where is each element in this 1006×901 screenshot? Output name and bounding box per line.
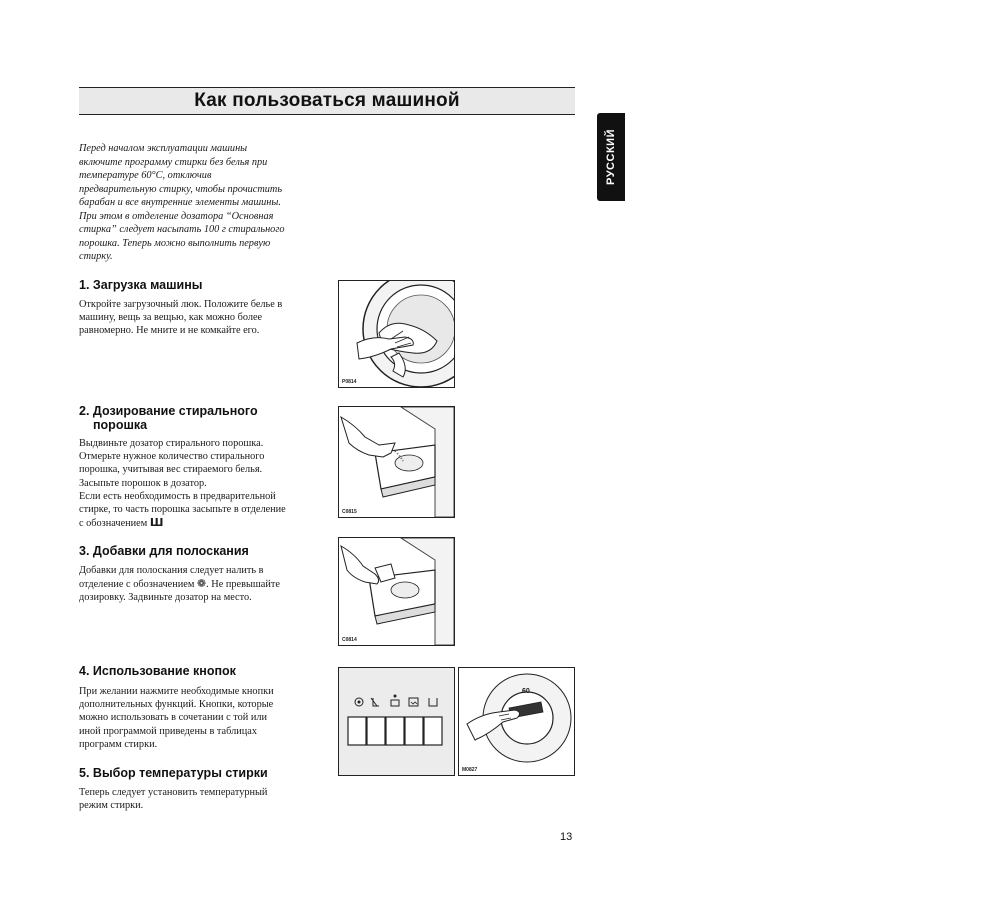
text-line: Откройте загрузочный люк. Положите белье в — [79, 299, 283, 310]
softener-symbol-icon: ❁ — [196, 577, 207, 591]
text-line: Выдвиньте дозатор стирального порошка. — [79, 438, 264, 449]
section-heading-temperature — [79, 766, 268, 780]
intro-line: барабан и все внутренние элементы машины. — [79, 197, 281, 208]
section-number: 3. — [79, 544, 90, 558]
option-button-row — [348, 717, 442, 745]
page-title: Как пользоваться машиной — [194, 90, 460, 111]
dial-value: 60 — [522, 688, 530, 695]
text-line: стирке, то часть порошка засыпьте в отделение — [79, 504, 286, 516]
section-title: Использование кнопок — [92, 664, 236, 678]
section-heading-loading — [79, 278, 202, 292]
text-line: Теперь следует установить температурный — [79, 787, 268, 798]
text-line: порошка, учитывая вес стираемого белья. — [79, 464, 263, 476]
text-line: дозировку. Задвиньте дозатор на место. — [79, 592, 252, 604]
text-line: равномерно. Не мните и не комкайте его. — [79, 325, 260, 337]
dispenser-fill-drawing — [339, 538, 454, 645]
drum-loading-drawing — [339, 281, 454, 387]
language-tab — [597, 113, 625, 201]
text-line: иной программой приведены в таблицах — [79, 725, 257, 737]
intro-line: стирку. — [79, 251, 113, 262]
option-button — [367, 717, 385, 745]
title-bar — [79, 87, 575, 115]
section-text-detergent — [79, 437, 319, 530]
text-line: дополнительных функций. Кнопки, которые — [79, 699, 274, 711]
rinse-additive-illustration — [338, 537, 455, 646]
section-title: Загрузка машины — [92, 278, 203, 292]
temperature-dial-illustration — [458, 667, 575, 776]
section-number: 5. — [79, 766, 90, 780]
text-line: Добавки для полоскания следует налить в — [79, 565, 264, 576]
section-text-rinse — [79, 564, 319, 605]
dispenser-pour-drawing — [339, 407, 454, 517]
button-panel-drawing — [339, 668, 454, 775]
section-title: Добавки для полоскания — [92, 544, 249, 558]
option-button — [405, 717, 423, 745]
section-heading-rinse — [79, 544, 249, 558]
section-number: 1. — [79, 278, 90, 292]
figure-code: M0827 — [462, 767, 478, 773]
section-heading-buttons — [79, 664, 236, 678]
prewash-symbol-icon: Ш — [149, 516, 164, 530]
section-title: Дозирование стирального — [92, 404, 258, 418]
page-number: 13 — [560, 831, 573, 843]
text-line: машину, вещь за вещью, как можно более — [79, 312, 263, 324]
intro-line: При этом в отделение дозатора “Основная — [79, 210, 274, 222]
text-line: можно использовать в сочетании с той или — [79, 712, 267, 724]
section-text-temperature — [79, 786, 319, 812]
text-line: отделение с обозначением ❁. Не превышайте — [79, 577, 280, 591]
section-title-continued: порошка — [93, 418, 148, 432]
dial-turn-drawing — [459, 668, 574, 775]
section-text-loading — [79, 298, 319, 338]
loading-illustration — [338, 280, 455, 388]
option-button — [386, 717, 404, 745]
option-button — [424, 717, 442, 745]
intro-line: температуре 60°C, отключив — [79, 170, 212, 181]
intro-line: предварительную стирку, чтобы прочистить — [79, 183, 283, 195]
section-number: 2. — [79, 404, 90, 418]
intro-paragraph — [79, 142, 314, 264]
detergent-dispenser-illustration — [338, 406, 455, 518]
intro-line: стирка” следует насыпать 100 г стирального — [79, 224, 285, 235]
language-tab-label: РУССКИЙ — [605, 129, 617, 185]
option-button — [348, 717, 366, 745]
figure-code: P0814 — [342, 379, 357, 385]
text-line: программ стирки. — [79, 738, 158, 750]
intro-line: включите программу стирки без белья при — [79, 156, 268, 168]
text-line: Если есть необходимость в предварительной — [79, 490, 276, 502]
section-heading-detergent — [79, 404, 258, 432]
section-title: Выбор температуры стирки — [92, 766, 268, 780]
intro-line: порошка. Теперь можно выполнить первую — [79, 237, 271, 249]
text-line: с обозначением Ш — [79, 516, 164, 530]
text-line: Отмерьте нужное количество стирального — [79, 451, 265, 463]
section-number: 4. — [79, 664, 90, 678]
control-buttons-illustration — [338, 667, 455, 776]
intro-line: Перед началом эксплуатации машины — [79, 143, 248, 154]
figure-code: C0814 — [342, 637, 357, 643]
text-line: режим стирки. — [79, 800, 144, 812]
text-line: Засыпьте порошок в дозатор. — [79, 477, 207, 489]
figure-code: C0815 — [342, 509, 357, 515]
text-line: При желании нажмите необходимые кнопки — [79, 686, 274, 697]
section-text-buttons — [79, 685, 319, 751]
